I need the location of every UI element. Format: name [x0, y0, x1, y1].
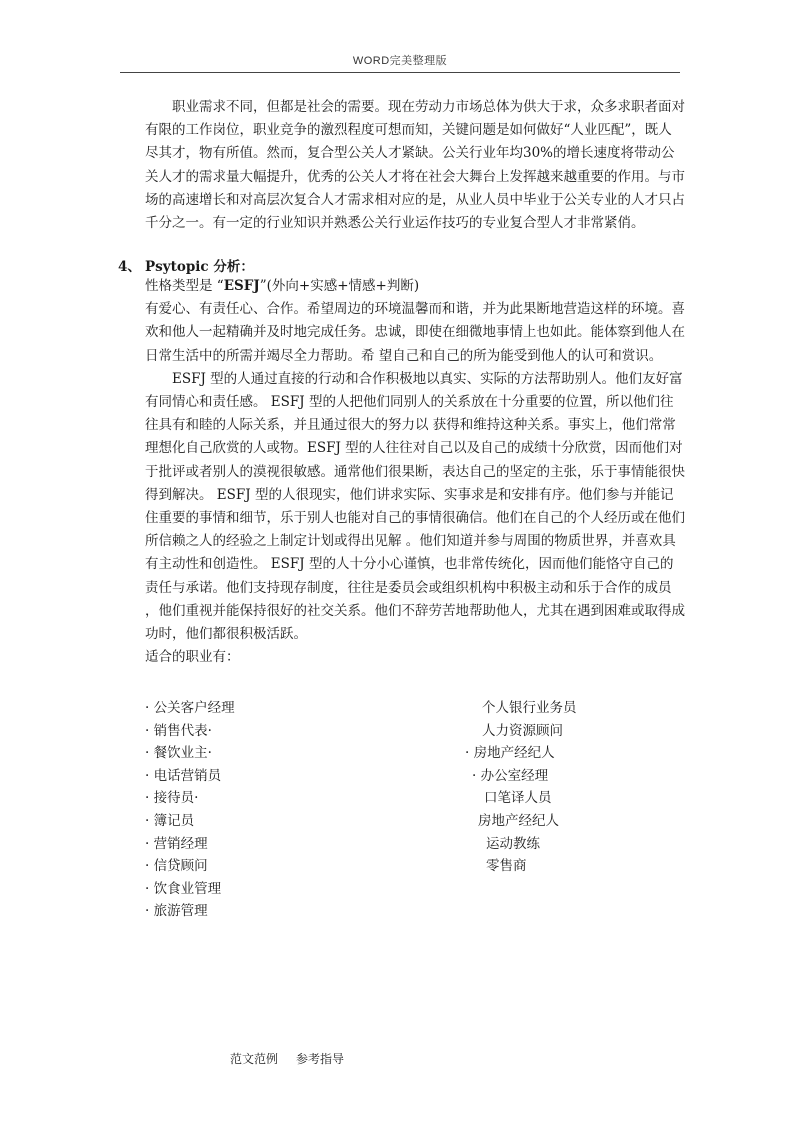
list-item: 个人银行业务员: [482, 700, 577, 716]
footer-right-text: 参考指导: [296, 1052, 345, 1066]
header-title: WORD完美整理版: [352, 55, 448, 67]
list-item: 运动教练: [486, 835, 540, 852]
list-item: · 接待员·: [145, 790, 199, 807]
description-paragraph: ESFJ 型的人通过直接的行动和合作积极地以真实、实际的方法帮助别人。他们友好富有同情心和责任感。 ESFJ 型的人把他们同别人的关系放在十分重要的位置，所以他们往往具有和睦的人际关系，并且通过很大的努力以 获得和维持这种关系。事实上，他们常常理想化自己欣赏的人或物。ESFJ 型的人往往对自己以及自己的成绩十分欣赏，因而他们对于批评或者别人的漠视很敏感。通常他们很果断，表达自己的坚定的主张，乐于事情能很快 得到解决。 ESFJ 型的人很现实，他们讲求实际、实事求是和安排有序。他们参与并能记住重要的事情和细节，乐于别人也能对自己的事情很确信。他们在自己的个人经历或在他们所信赖之人的经验之上制定计划或得出见解 。他们知道并参与周围的物质世界，并喜欢具有主动性和创造性。 ESFJ 型的人十分小心谨慎，也非常传统化，因而他们能恪守自己的责任与承诺。他们支持现存制度，往往是委员会或组织机构中积极主动和乐于合作的成员 ，他们重视并能保持很好的社交关系。他们不辞劳苦地帮助他人，尤其在遇到困难或取得成功时，他们都很积极活跃。: [145, 370, 685, 643]
section-psytopic-body: [145, 275, 685, 669]
list-item: · 旅游管理: [145, 903, 208, 920]
careers-label: 适合的职业有：: [145, 649, 240, 666]
list-item: 口笔译人员: [484, 790, 552, 807]
summary-paragraph: 有爱心、有责任心、合作。希望周边的环境温馨而和谐，并为此果断地营造这样的环境。喜欢和他人一起精确并及时地完成任务。忠诚，即使在细微地事情上也如此。能体察到他人在日常生活中的所需并竭尽全力帮助。希 望自己和自己的所为能受到他人的认可和赏识。: [145, 301, 685, 364]
header-divider: [120, 72, 680, 73]
section-title: Psytopic 分析：: [145, 259, 254, 275]
type-suffix: ”(外向+实感+情感+判断): [259, 278, 420, 294]
list-item: · 电话营销员: [145, 767, 222, 784]
personality-type-line: [145, 275, 685, 298]
page-footer: [230, 1050, 362, 1067]
paragraph-job-demand: [145, 96, 685, 235]
list-item: 零售商: [486, 858, 527, 875]
list-item: · 餐饮业主·: [145, 745, 212, 762]
list-item: · 饮食业管理: [145, 880, 222, 897]
section-number: 4、: [118, 259, 141, 275]
footer-left-text: 范文范例: [230, 1052, 279, 1066]
list-item: · 公关客户经理: [145, 700, 235, 716]
list-item: · 信贷顾问: [145, 858, 208, 875]
list-item: · 营销经理: [145, 835, 208, 852]
list-item: 房地产经纪人: [478, 812, 559, 829]
list-item: · 房地产经纪人: [465, 745, 555, 762]
paragraph-text: 职业需求不同，但都是社会的需要。现在劳动力市场总体为供大于求，众多求职者面对有限的工作岗位，职业竞争的激烈程度可想而知，关键问题是如何做好“人业匹配”，既人尽其才，物有所值。然而，复合型公关人才紧缺。公关行业年均30%的增长速度将带动公关人才的需求量大幅提升，优秀的公关人才将在社会大舞台上发挥越来越重要的作用。与市场的高速增长和对高层次复合人才需求相对应的是，从业人员中毕业于公关专业的人才只占千分之一。有一定的行业知识并熟悉公关行业运作技巧的专业复合型人才非常紧俏。: [145, 99, 685, 232]
type-prefix: 性格类型是 “: [145, 278, 224, 294]
list-item: · 销售代表·: [145, 722, 212, 739]
list-item: · 簿记员: [145, 812, 195, 829]
careers-list-right: [462, 697, 662, 878]
list-item: 人力资源顾问: [482, 722, 563, 739]
type-code: ESFJ: [223, 278, 260, 294]
list-item: · 办公室经理: [472, 767, 549, 784]
careers-list-left: [145, 697, 405, 923]
